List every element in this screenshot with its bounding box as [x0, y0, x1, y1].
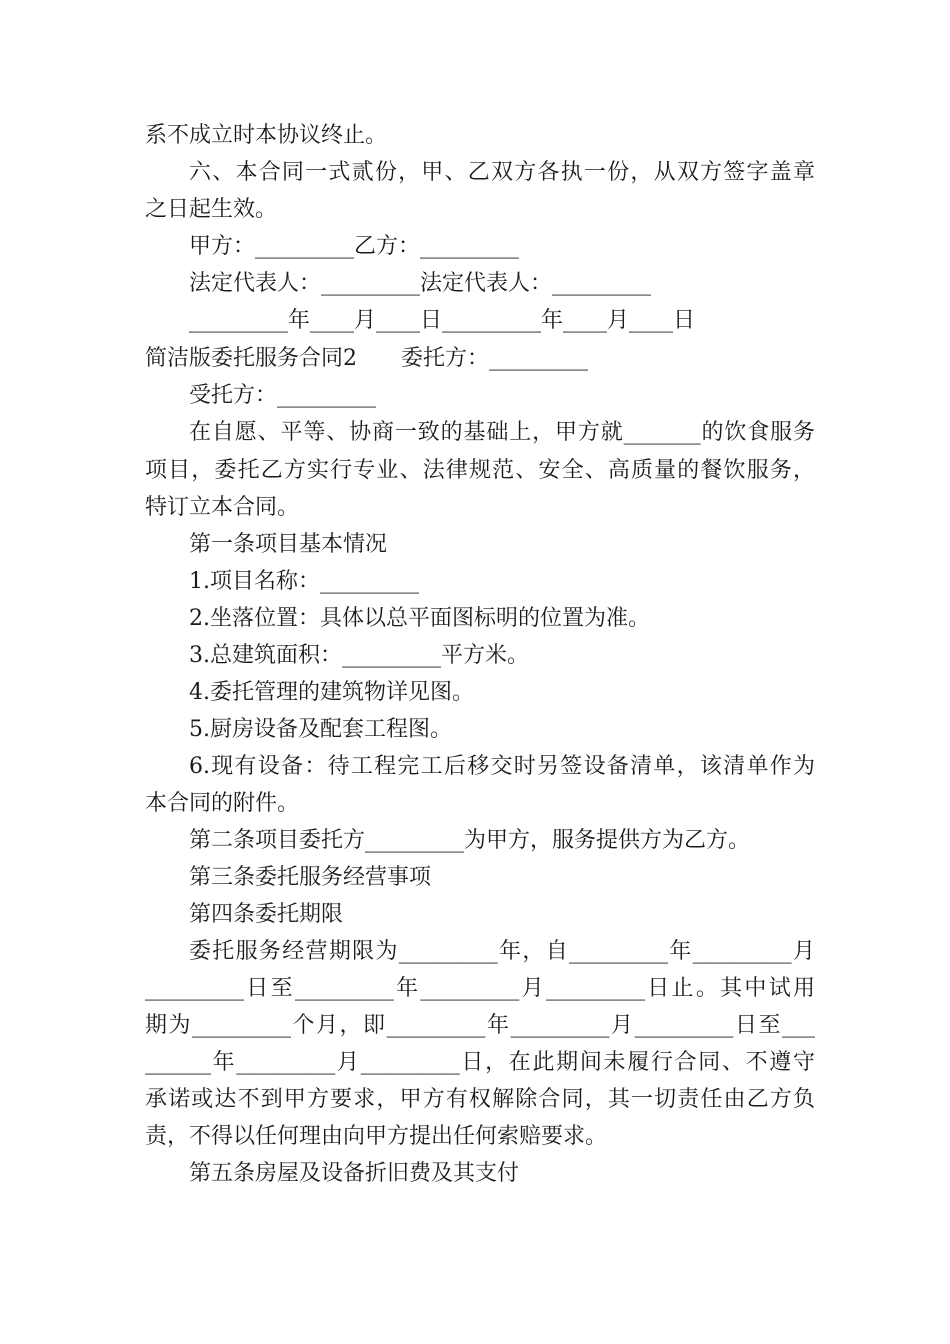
list-item: 1.项目名称：_________ [189, 569, 419, 594]
paragraph-line: 责，不得以任何理由向甲方提出任何索赔要求。 [145, 1124, 608, 1149]
contract-heading: 简洁版委托服务合同2 委托方：_________ [145, 346, 588, 371]
signature-line-dates: _________年____月____日_________年____月____日 [189, 308, 696, 333]
list-item: 3.总建筑面积：_________平方米。 [189, 643, 529, 668]
section-heading: 第三条委托服务经营事项 [189, 865, 432, 890]
list-item: 4.委托管理的建筑物详见图。 [189, 680, 474, 705]
paragraph-line: 项目，委托乙方实行专业、法律规范、安全、高质量的餐饮服务， [145, 458, 815, 483]
paragraph-line: 承诺或达不到甲方要求，甲方有权解除合同，其一切责任由乙方负 [145, 1087, 815, 1112]
section-heading: 第五条房屋及设备折旧费及其支付 [189, 1161, 520, 1186]
paragraph-line: 本合同的附件。 [145, 791, 300, 816]
paragraph-line: _________日至_________年_________月_________日止。其中试用 [145, 976, 815, 1001]
section-heading: 第二条项目委托方_________为甲方，服务提供方为乙方。 [189, 828, 751, 853]
paragraph-line: 委托服务经营期限为_________年，自_________年_________月 [189, 939, 815, 964]
paragraph-line: 六、本合同一式贰份，甲、乙双方各执一份，从双方签字盖章 [189, 160, 815, 185]
section-heading: 第四条委托期限 [189, 902, 344, 927]
list-item: 6.现有设备：待工程完工后移交时另签设备清单，该清单作为 [189, 754, 815, 779]
list-item: 2.坐落位置：具体以总平面图标明的位置为准。 [189, 606, 650, 631]
paragraph-line: 特订立本合同。 [145, 495, 300, 520]
section-heading: 第一条项目基本情况 [189, 532, 388, 557]
paragraph-line: 在自愿、平等、协商一致的基础上，甲方就_______的饮食服务 [189, 420, 815, 445]
signature-line-representatives: 法定代表人：_________法定代表人：_________ [189, 271, 652, 296]
signature-line-parties: 甲方：_________乙方：_________ [189, 234, 520, 259]
paragraph-line: ______年_________月_________日，在此期间未履行合同、不遵守 [145, 1050, 815, 1075]
paragraph-line: 系不成立时本协议终止。 [145, 123, 388, 148]
paragraph-line: 受托方：_________ [189, 383, 377, 408]
paragraph-line: 期为_________个月，即_________年_________月_________日至___ [145, 1013, 815, 1038]
list-item: 5.厨房设备及配套工程图。 [189, 717, 452, 742]
paragraph-line: 之日起生效。 [145, 197, 278, 222]
